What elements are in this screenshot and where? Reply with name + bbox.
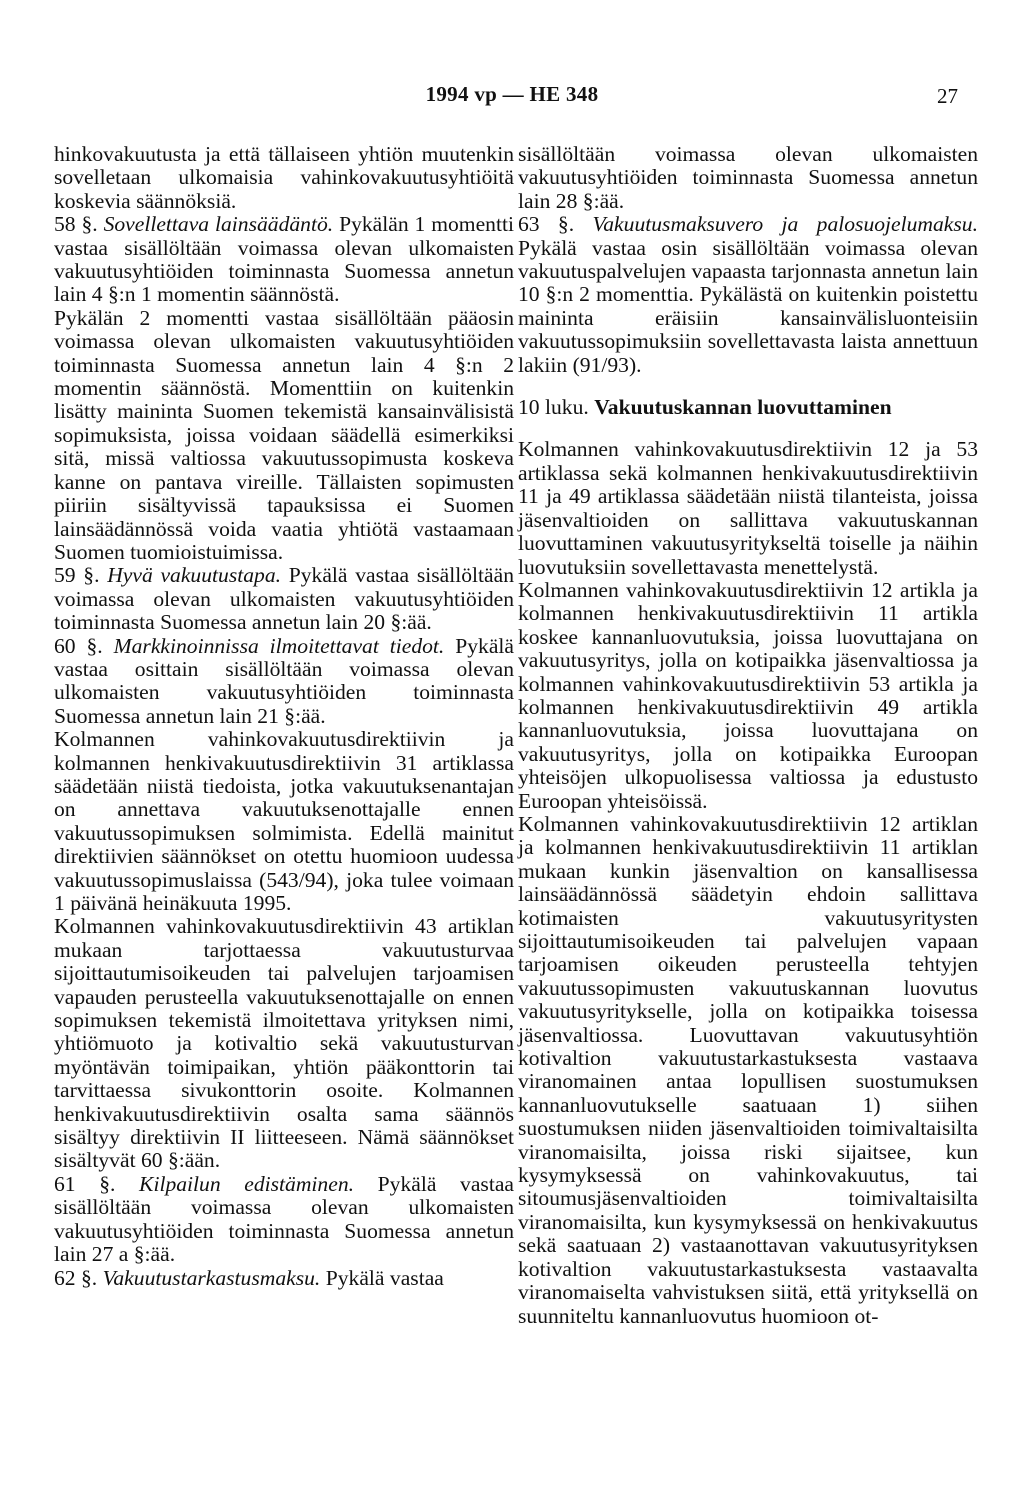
section-title: Vakuutustarkastusmaksu. <box>102 1265 321 1290</box>
paragraph: 59 §. Hyvä vakuutustapa. Pykälä vastaa sisällöltään voimassa olevan ulkomaisten vakuutusyhtiöiden toiminnasta Suomessa annetun lain 20 §:ää. <box>54 563 514 635</box>
left-column <box>54 143 514 1290</box>
paragraph: 61 §. Kilpailun edistäminen. Pykälä vastaa sisällöltään voimassa olevan ulkomaisten vakuutusyhtiöiden toiminnasta Suomessa annetun lain 27 a §:ää. <box>54 1171 514 1267</box>
page-number: 27 <box>937 84 958 108</box>
paragraph: 62 §. Vakuutustarkastusmaksu. Pykälä vastaa <box>54 1265 444 1290</box>
paragraph: hinkovakuutusta ja että tällaiseen yhtiön muutenkin sovelletaan ulkomaisia vahinkovakuutusyhtiöitä koskevia säännöksiä. <box>54 142 514 213</box>
section-number: 60 §. <box>54 633 103 658</box>
paragraph: 63 §. Vakuutusmaksuvero ja palosuojelumaksu. Pykälä vastaa osin sisällöltään voimassa olevan vakuutuspalvelujen vapaasta tarjonnasta annetun lain 10 §:n 2 momenttia. Pykälästä on kuitenkin poistettu maininta eräisiin kansainvälisluonteisiin vakuutussopimuksiin sovellettavasta laista annettuun lakiin (91/93). <box>518 212 978 377</box>
paragraph: sisällöltään voimassa olevan ulkomaisten vakuutusyhtiöiden toiminnasta Suomessa annetun lain 28 §:ää. <box>518 142 978 213</box>
section-title: Hyvä vakuutustapa. <box>107 563 282 588</box>
right-column <box>518 143 978 1328</box>
paragraph: 60 §. Markkinoinnissa ilmoitettavat tiedot. Pykälä vastaa osittain sisällöltään voimassa olevan ulkomaisten vakuutusyhtiöiden toiminnasta Suomessa annetun lain 21 §:ää. <box>54 633 515 728</box>
section-number: 63 §. <box>518 212 575 237</box>
chapter-title: Vakuutuskannan luovuttaminen <box>594 395 892 420</box>
section-number: 61 §. <box>54 1171 116 1196</box>
section-title: Markkinoinnissa ilmoitettavat tiedot. <box>113 633 445 658</box>
section-title: Vakuutusmaksuvero ja palosuojelumaksu. <box>592 212 978 237</box>
paragraph: Kolmannen vahinkovakuutusdirektiivin ja kolmannen henkivakuutusdirektiivin 31 artiklassa säädetään niistä tiedoista, jotka vakuutuksenantajan on annettava vakuutuksenottajalle ennen vakuutussopimuksen solmimista. Edellä mainitut direktiivien säännökset on otettu huomioon uudessa vakuutussopimuslaissa (543/94), joka tulee voimaan 1 päivänä heinäkuuta 1995. <box>54 727 514 915</box>
chapter-heading <box>518 396 978 419</box>
paragraph: Kolmannen vahinkovakuutusdirektiivin 12 artikla ja kolmannen henkivakuutusdirektiivin 11 artikla koskee kannanluovutuksia, joissa luovuttajana on vakuutusyritys, jolla on kotipaikka jäsenvaltiossa ja kolmannen vahinkovakuutusdirektiivin 53 artikla ja kolmannen henkivakuutusdirektiivin 49 artikla kannanluovutuksia, joissa luovuttajana on vakuutusyritys, jolla on kotipaikka Euroopan yhteisöjen ulkopuolisessa valtiossa ja edustusto Euroopan yhteisöissä. <box>518 577 978 813</box>
chapter-number: 10 luku. <box>518 395 589 420</box>
section-title: Sovellettava lainsäädäntö. <box>103 212 334 237</box>
section-number: 62 §. <box>54 1265 98 1290</box>
paragraph: Kolmannen vahinkovakuutusdirektiivin 12 artiklan ja kolmannen henkivakuutusdirektiivin 11 artiklan mukaan kunkin jäsenvaltion on kansallisessa lainsäädännössä säädetyin ehdoin sallittava kotimaisten vakuutusyritysten sijoittautumisoikeuden tai palvelujen vapaan tarjoamisen oikeuden perusteella tehtyjen vakuutussopimusten vakuutuskannan luovutus vakuutusyritykselle, jolla on kotipaikka toisessa jäsenvaltiossa. Luovuttavan vakuutusyhtiön kotivaltion vakuutustarkastuksesta vastaava viranomainen antaa lopullisen suostumuksen kannanluovutukselle saatuaan 1) siihen suostumuksen niiden jäsenvaltioiden toimivaltaisilta viranomaisilta, joissa riski sijaitsee, kun kysymyksessä on vahinkovakuutus, tai sitoumusjäsenvaltioiden toimivaltaisilta viranomaisilta, kun kysymyksessä on henkivakuutus sekä saatuaan 2) vastaanottavan vakuutusyrityksen kotivaltion vakuutustarkastuksesta vastaavalta viranomaiselta vahvistuksen siitä, että yrityksellä on suunniteltu kannanluovutus huomioon ot- <box>518 811 978 1328</box>
section-title: Kilpailun edistäminen. <box>139 1171 355 1196</box>
paragraph: Pykälän 2 momentti vastaa sisällöltään pääosin voimassa olevan ulkomaisten vakuutusyhtiöiden toiminnasta Suomessa annetun lain 4 §:n 2 momentin säännöstä. Momenttiin on kuitenkin lisätty maininta Suomen tekemistä kansainvälisistä sopimuksista, joissa voidaan säädellä esimerkiksi sitä, missä valtiossa vakuutussopimusta koskeva kanne on pantava vireille. Tällaisten sopimusten piiriin sisältyvissä tapauksissa ei Suomen lainsäädännössä voida vaatia yhtiötä vastaamaan Suomen tuomioistuimissa. <box>54 305 514 564</box>
paragraph: Kolmannen vahinkovakuutusdirektiivin 43 artiklan mukaan tarjottaessa vakuutusturvaa sijoittautumisoikeuden tai palvelujen tarjoamisen vapauden perusteella vakuutuksenottajalle on ennen sopimuksen tekemistä ilmoitettava yrityksen nimi, yhtiömuoto ja kotivaltio sekä vakuutusturvan myöntävän toimipaikan, yhtiön pääkonttorin tai tarvittaessa sivukonttorin osoite. Kolmannen henkivakuutusdirektiivin osalta sama säännös sisältyy direktiivin II liitteeseen. Nämä säännökset sisältyvät 60 §:ään. <box>54 914 514 1173</box>
section-number: 58 §. <box>54 212 98 237</box>
page-header <box>0 82 1024 116</box>
paragraph: Kolmannen vahinkovakuutusdirektiivin 12 ja 53 artiklassa sekä kolmannen henkivakuutusdirektiivin 11 ja 49 artiklassa säädetään niistä tilanteista, joissa jäsenvaltioiden on sallittava vakuutuskannan luovuttaminen vakuutusyritykseltä toiselle ja näihin luovutuksiin sovellettavasta menettelystä. <box>518 437 978 579</box>
paragraph: 58 §. Sovellettava lainsäädäntö. Pykälän 1 momentti vastaa sisällöltään voimassa olevan ulkomaisten vakuutusyhtiöiden toiminnasta Suomessa annetun lain 4 §:n 1 momentin säännöstä. <box>54 212 514 307</box>
section-number: 59 §. <box>54 563 100 588</box>
document-reference: 1994 vp — HE 348 <box>425 82 599 106</box>
